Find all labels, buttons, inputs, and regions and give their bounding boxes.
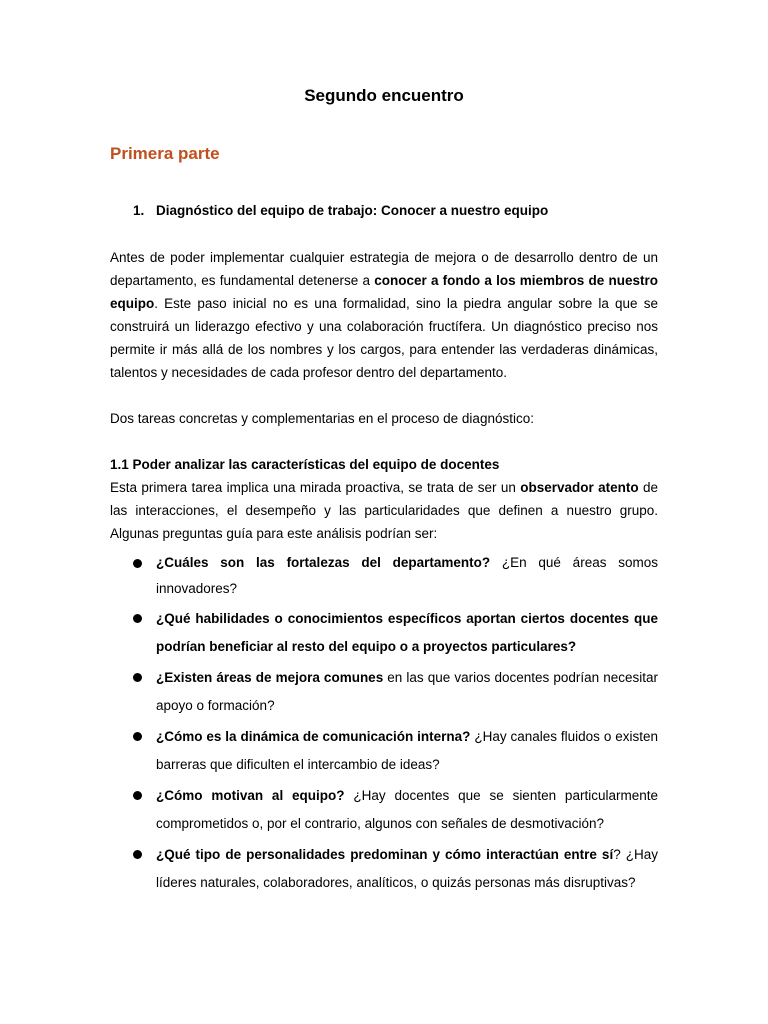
- question-rest: ¿En qué áreas somos innovadores?: [156, 555, 658, 596]
- bullet-icon: [133, 791, 142, 800]
- question-item: [110, 841, 658, 897]
- subsection-paragraph: [110, 476, 658, 545]
- question-rest: ¿Hay canales fluidos o existen barreras que dificulten el intercambio de ideas?: [156, 729, 658, 772]
- subsection-bold-text: observador atento: [520, 480, 639, 495]
- question-bold: ¿Existen áreas de mejora comunes: [156, 670, 384, 685]
- question-rest: en las que varios docentes podrían necesitar apoyo o formación?: [156, 670, 658, 713]
- subsection-text-end: de las interacciones, el desempeño y las particularidades que definen a nuestro grupo. Algunas preguntas guía para este análisis podrían ser:: [110, 480, 658, 541]
- subsection-heading: 1.1 Poder analizar las características del equipo de docentes: [110, 457, 500, 472]
- part-heading: Primera parte: [110, 144, 220, 163]
- question-bold: ¿Qué tipo de personalidades predominan y cómo interactúan entre sí: [156, 847, 614, 862]
- bullet-icon: [133, 614, 142, 623]
- intro-text-end: . Este paso inicial no es una formalidad, sino la piedra angular sobre la que se construirá un liderazgo efectivo y una colaboración fructífera. Un diagnóstico preciso nos permite ir más allá de los nombres y los cargos, para entender las verdaderas dinámicas, talentos y necesidades de cada profesor dentro del departamento.: [110, 296, 658, 380]
- question-item: [110, 723, 658, 779]
- question-bold: ¿Cuáles son las fortalezas del departamento?: [156, 555, 491, 570]
- subsection-text-start: Esta primera tarea implica una mirada proactiva, se trata de ser un: [110, 480, 521, 495]
- question-bold: ¿Cómo motivan al equipo?: [156, 788, 345, 803]
- intro-paragraph: [110, 246, 658, 384]
- section-heading-text: Diagnóstico del equipo de trabajo: Conocer a nuestro equipo: [156, 203, 549, 218]
- question-item: [110, 550, 658, 602]
- section-number: 1.: [133, 203, 145, 218]
- question-list: [110, 550, 658, 900]
- question-item: [110, 664, 658, 720]
- bullet-icon: [133, 673, 142, 682]
- question-rest: ¿Hay docentes que se sienten particularmente comprometidos o, por el contrario, algunos con señales de desmotivación?: [156, 788, 658, 831]
- question-bold: ¿Qué habilidades o conocimientos específicos aportan ciertos docentes que podrían beneficiar al resto del equipo o a proyectos particulares?: [156, 611, 658, 654]
- question-rest: ? ¿Hay líderes naturales, colaboradores, analíticos, o quizás personas más disruptivas?: [156, 847, 659, 890]
- bullet-icon: [133, 850, 142, 859]
- question-item: [110, 605, 658, 661]
- bullet-icon: [133, 732, 142, 741]
- section-heading: [133, 203, 548, 218]
- question-bold: ¿Cómo es la dinámica de comunicación interna?: [156, 729, 471, 744]
- intro-bold-text: conocer a fondo a los miembros de nuestro equipo: [110, 273, 658, 311]
- intro-text-start: Antes de poder implementar cualquier estrategia de mejora o de desarrollo dentro de un departamento, es fundamental detenerse a: [110, 250, 658, 288]
- question-item: [110, 782, 658, 838]
- document-title: Segundo encuentro: [304, 86, 464, 105]
- tasks-line: Dos tareas concretas y complementarias en el proceso de diagnóstico:: [110, 411, 534, 426]
- bullet-icon: [133, 559, 142, 568]
